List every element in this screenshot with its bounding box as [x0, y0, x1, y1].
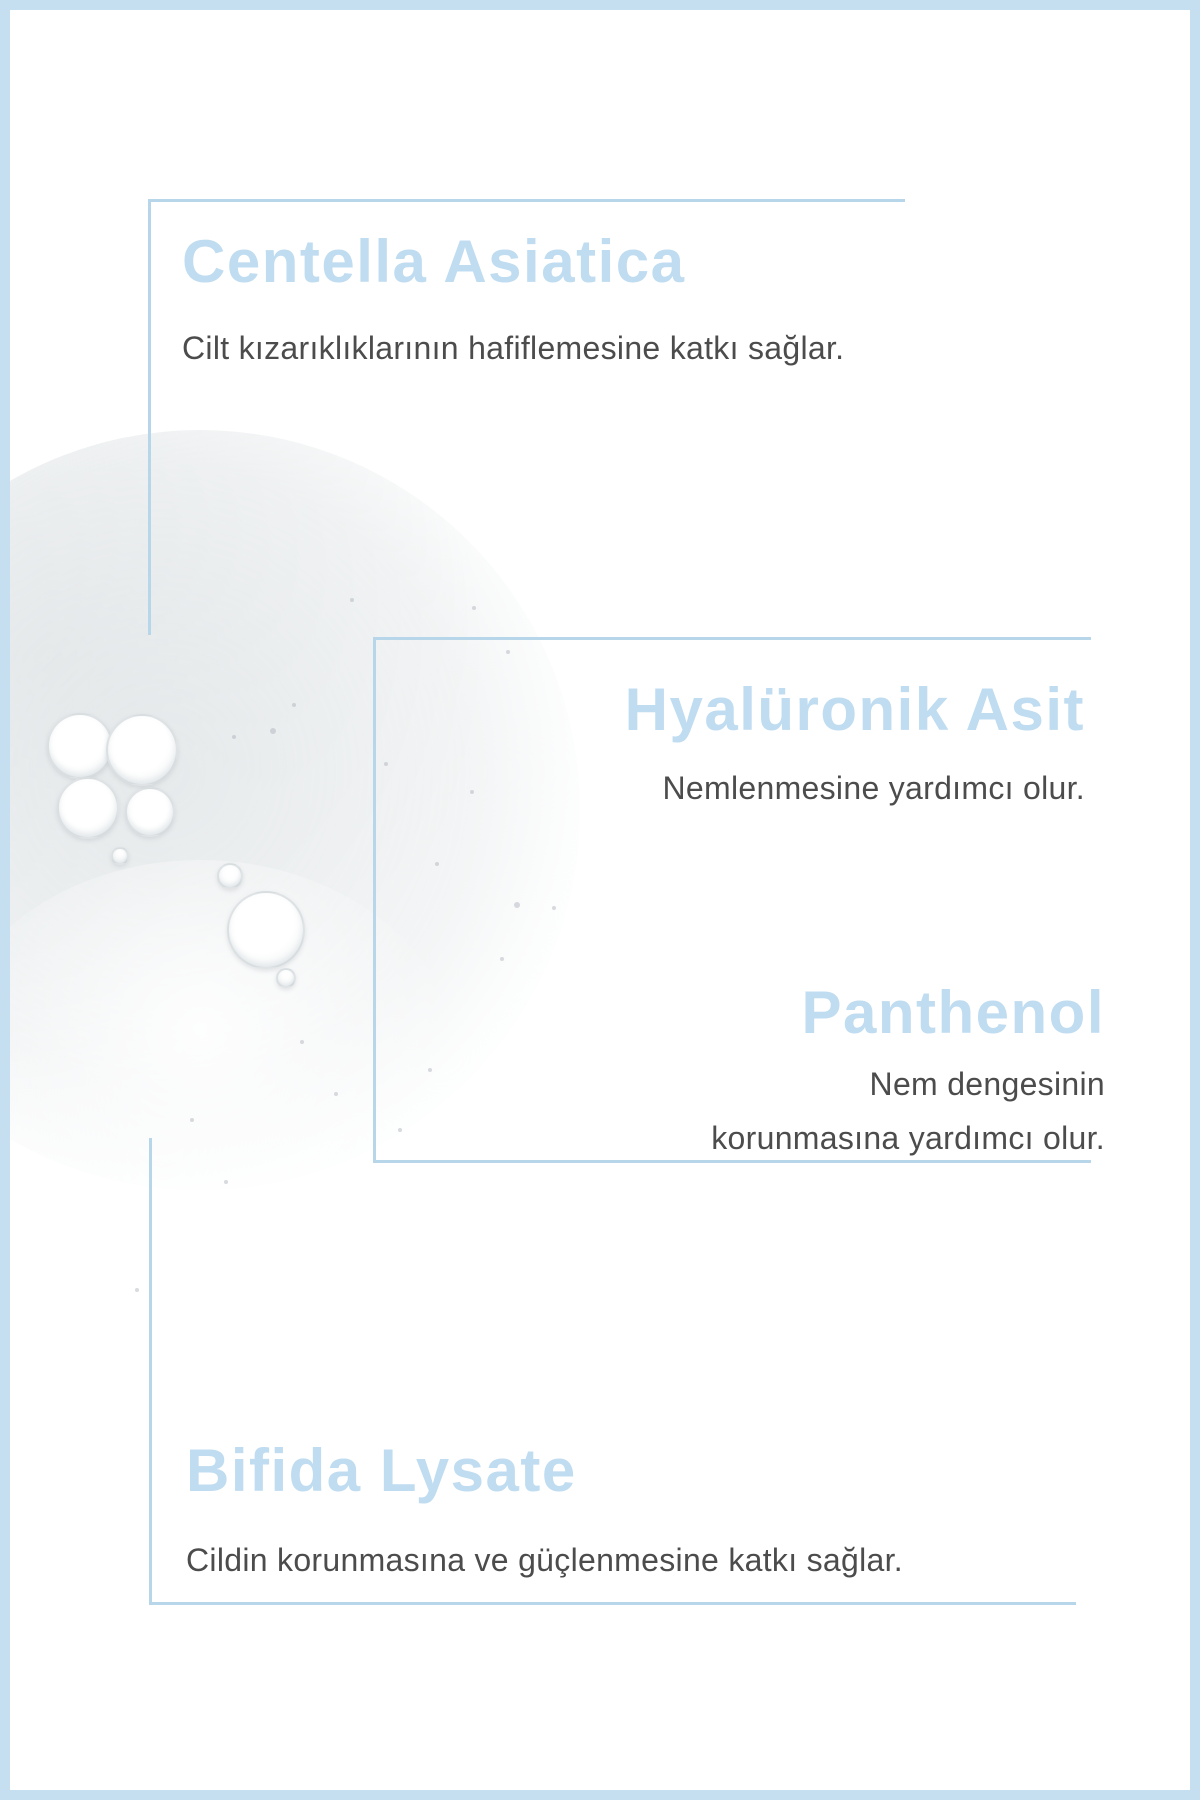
speck [190, 1118, 194, 1122]
bifida-lysate-description: Cildin korunmasına ve güçlenmesine katkı sağlar. [186, 1542, 903, 1578]
panthenol-description-line1: Nem dengesinin [869, 1066, 1105, 1102]
panthenol-description-line2: korunmasına yardımcı olur. [711, 1119, 1105, 1156]
speck [232, 735, 236, 739]
speck [334, 1092, 338, 1096]
hyaluronik-asit-description: Nemlenmesine yardımcı olur. [662, 770, 1085, 806]
hyaluronik-asit-title: Hyalüronik Asit [624, 676, 1085, 743]
bifida-bracket-line [149, 1138, 1076, 1605]
speck [270, 728, 276, 734]
speck [300, 1040, 304, 1044]
bubble [125, 787, 175, 837]
centella-title: Centella Asiatica [182, 228, 686, 295]
bifida-lysate-title: Bifida Lysate [186, 1437, 577, 1504]
centella-description: Cilt kızarıklıklarının hafiflemesine katkı sağlar. [182, 330, 845, 366]
bubble [276, 968, 296, 988]
speck [292, 703, 296, 707]
speck [135, 1288, 139, 1292]
bubble [47, 713, 113, 779]
bubble [217, 863, 243, 889]
bubble [111, 847, 129, 865]
panthenol-description [711, 1058, 1105, 1166]
bubble [57, 777, 119, 839]
bubble [106, 714, 178, 786]
bubble [227, 891, 305, 969]
panthenol-title: Panthenol [801, 979, 1105, 1046]
